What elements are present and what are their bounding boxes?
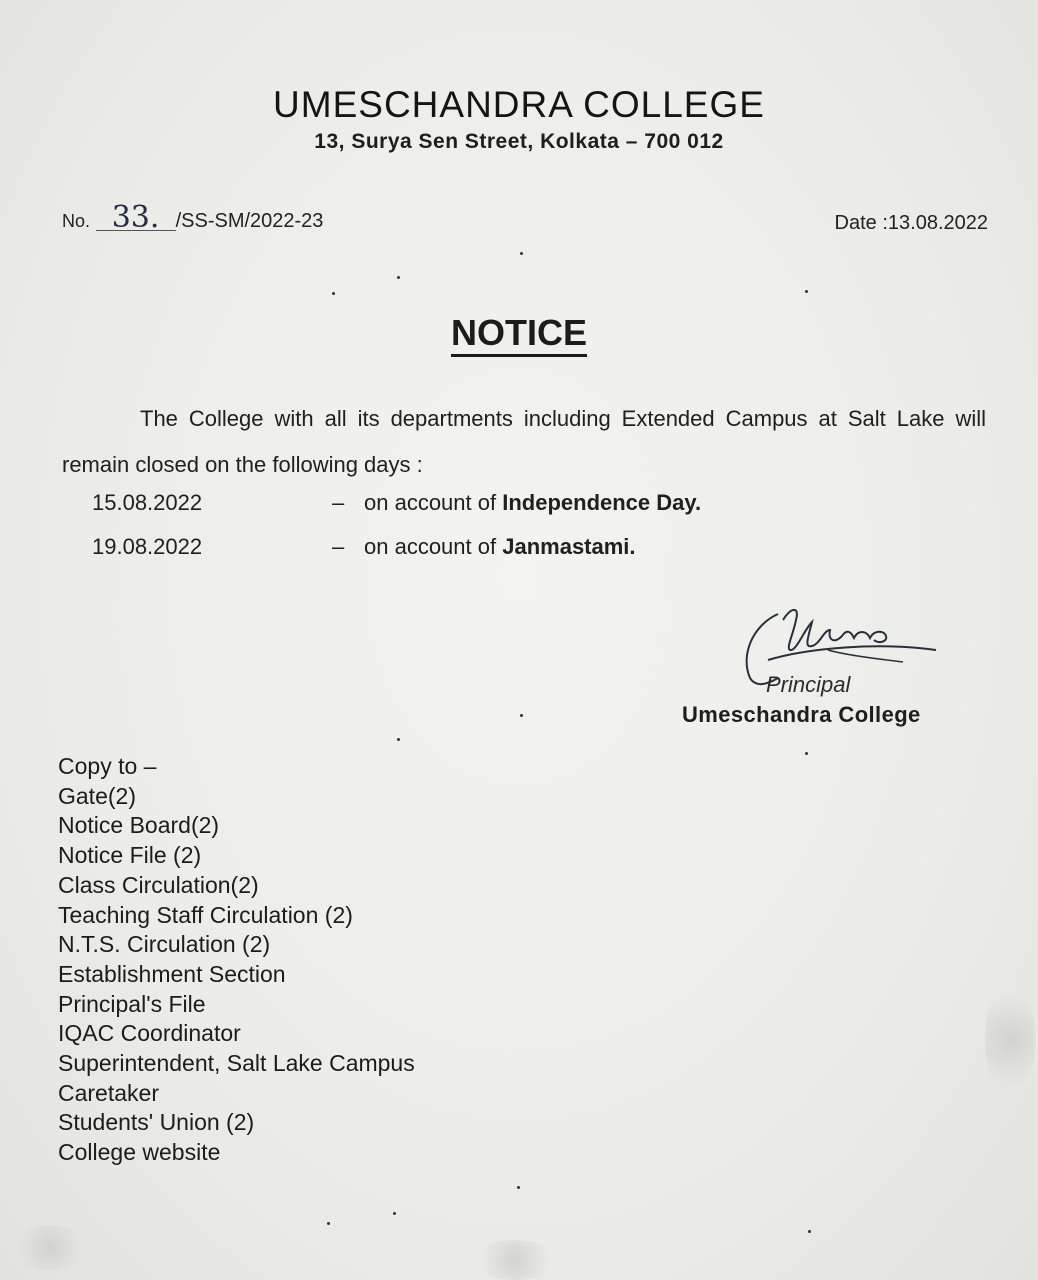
list-item: College website	[58, 1139, 221, 1166]
paper-speck	[808, 1230, 811, 1233]
notice-title: NOTICE	[451, 312, 587, 357]
notice-heading	[0, 312, 1038, 354]
list-item: Notice File (2)	[58, 842, 202, 869]
college-address: 13, Surya Sen Street, Kolkata – 700 012	[314, 130, 724, 153]
holiday-occasion: Independence Day.	[502, 490, 702, 515]
paper-smudge	[470, 1240, 560, 1280]
list-item: Students' Union (2)	[58, 1109, 255, 1136]
notice-body: The College with all its departments including Extended Campus at Salt Lake will remain closed on the following days :	[62, 406, 986, 477]
paper-speck	[393, 1212, 396, 1215]
paper-speck	[397, 738, 400, 741]
paper-smudge	[985, 980, 1035, 1100]
holiday-date: 15.08.2022	[92, 490, 203, 515]
holiday-prefix: on account of	[364, 490, 497, 515]
list-item: Principal's File	[58, 990, 206, 1017]
holiday-row	[92, 490, 701, 516]
paper-speck	[397, 276, 400, 279]
list-item: Superintendent, Salt Lake Campus	[58, 1050, 415, 1077]
holiday-prefix: on account of	[364, 534, 497, 559]
copy-to-heading: Copy to –	[58, 753, 157, 779]
handwritten-number: 33.	[96, 206, 176, 231]
copy-to-list	[58, 752, 415, 1168]
list-item: IQAC Coordinator	[58, 1020, 241, 1047]
list-item: Notice Board(2)	[58, 812, 220, 839]
holiday-dash: –	[332, 490, 345, 515]
college-name: UMESCHANDRA COLLEGE	[273, 84, 765, 125]
paper-speck	[327, 1222, 330, 1225]
list-item: Gate(2)	[58, 782, 136, 809]
paper-speck	[805, 752, 808, 755]
list-item: N.T.S. Circulation (2)	[58, 931, 271, 958]
reference-suffix: /SS-SM/2022-23	[175, 210, 324, 232]
reference-number	[62, 200, 324, 235]
notice-date: Date :13.08.2022	[834, 212, 988, 234]
paper-speck	[520, 714, 523, 717]
paper-speck	[332, 292, 335, 295]
paper-speck	[517, 1186, 520, 1189]
paper-speck	[805, 290, 808, 293]
holiday-date: 19.08.2022	[92, 534, 203, 559]
list-item: Class Circulation(2)	[58, 871, 259, 898]
signatory-title: Principal	[766, 672, 851, 697]
paper-speck	[520, 252, 523, 255]
list-item: Establishment Section	[58, 960, 286, 987]
signatory-college: Umeschandra College	[682, 702, 921, 727]
holiday-dash: –	[332, 534, 345, 559]
reference-label: No.	[62, 211, 91, 231]
list-item: Teaching Staff Circulation (2)	[58, 901, 353, 928]
holiday-occasion: Janmastami.	[502, 534, 636, 559]
list-item: Caretaker	[58, 1079, 159, 1106]
holiday-row	[92, 534, 636, 560]
paper-smudge	[10, 1225, 90, 1270]
